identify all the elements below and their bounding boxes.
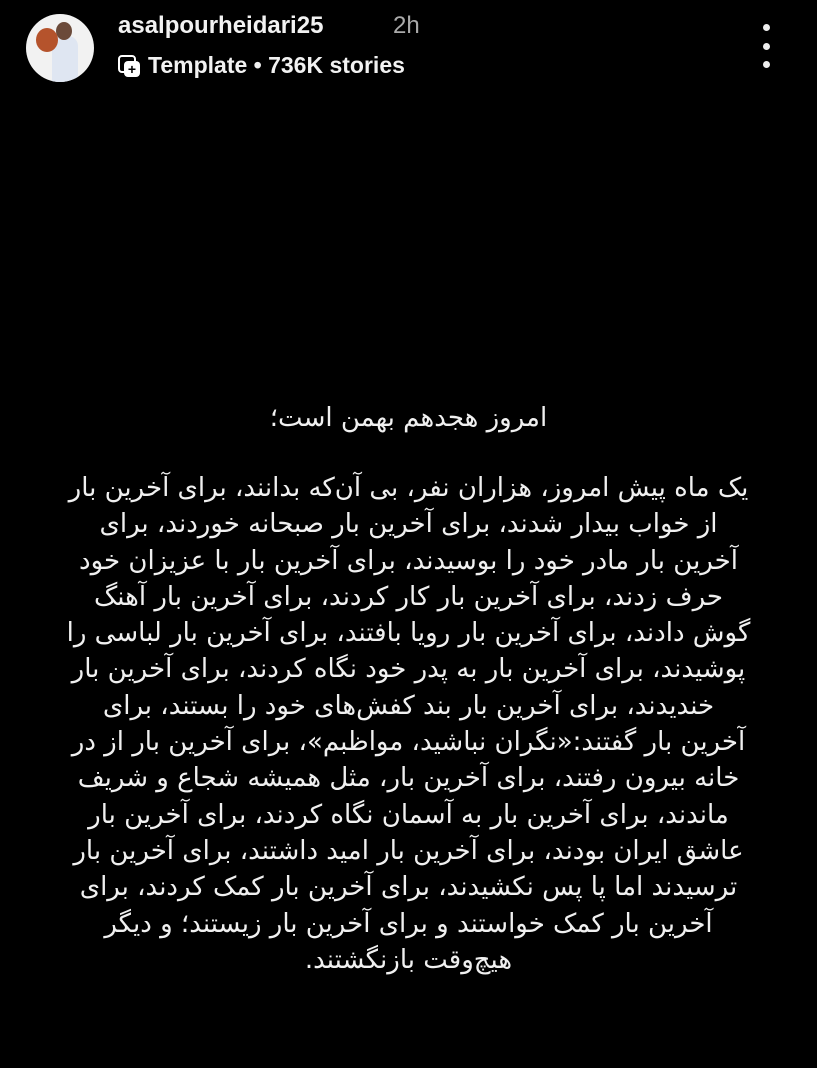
story-line: یک ماه پیش امروز، هزاران نفر، بی آن‌که بدانند، برای آخرین بار	[68, 473, 749, 503]
story-line: عاشق ایران بودند، برای آخرین بار امید داشتند، برای آخرین بار	[73, 835, 744, 866]
template-link[interactable]	[118, 52, 405, 79]
story-line: حرف زدند، برای آخرین بار کار کردند، برای آخرین بار آهنگ	[94, 581, 723, 612]
more-options-button[interactable]	[756, 24, 776, 68]
template-icon: +	[118, 55, 140, 77]
username[interactable]: asalpourheidari25	[118, 12, 324, 39]
story-line: خندیدند، برای آخرین بار بند کفش‌های خود را بستند، برای	[102, 690, 715, 721]
post-time: 2h	[393, 12, 420, 39]
story-line: گوش دادند، برای آخرین بار رویا بافتند، برای آخرین بار لباسی را	[66, 618, 751, 649]
dot-icon	[763, 24, 770, 31]
story-line: از خواب بیدار شدند، برای آخرین بار صبحانه خوردند، برای	[99, 509, 718, 540]
template-label: Template • 736K stories	[148, 52, 405, 78]
story-line: ترسیدند اما پا پس نکشیدند، برای آخرین بار کمک کردند، برای	[79, 872, 738, 903]
story-line: آخرین بار گفتند:«نگران نباشید، مواظبم»، برای آخرین بار از در	[71, 727, 746, 758]
story-line: آخرین بار کمک خواستند و برای آخرین بار زیستند؛ و دیگر	[104, 908, 713, 939]
story-line: ماندند، برای آخرین بار به آسمان نگاه کردند، برای آخرین بار	[88, 799, 729, 830]
avatar[interactable]	[26, 14, 94, 82]
dot-icon	[763, 61, 770, 68]
story-body	[40, 470, 777, 978]
story-line: پوشیدند، برای آخرین بار به پدر خود نگاه کردند، برای آخرین بار	[71, 654, 746, 685]
basketball-icon	[36, 28, 58, 52]
story-text	[40, 400, 777, 978]
story-line: خانه بیرون رفتند، برای آخرین بار، مثل همیشه شجاع و شریف	[77, 763, 740, 794]
dot-icon	[763, 43, 770, 50]
story-line: آخرین بار مادر خود را بوسیدند، برای آخرین بار با عزیزان خود	[79, 545, 738, 576]
avatar-head	[56, 22, 72, 40]
story-line: هیچ‌وقت بازنگشتند.	[304, 944, 513, 975]
story-title: امروز هجدهم بهمن است؛	[269, 403, 548, 433]
